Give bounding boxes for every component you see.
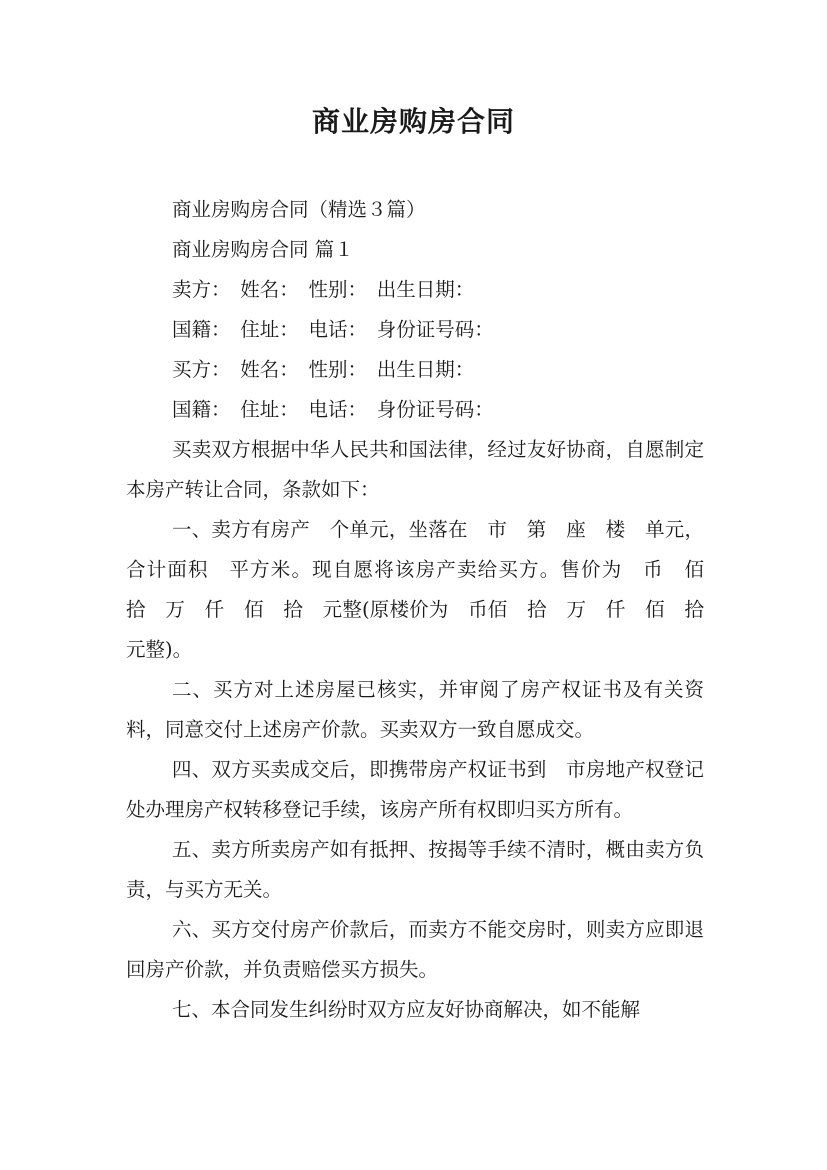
seller-info-line: 卖方： 姓名： 性别： 出生日期： bbox=[172, 278, 475, 301]
clause-6: 六、买方交付房产价款后，而卖方不能交房时，则卖方应即退回房产价款，并负责赔偿买方损失。 bbox=[126, 918, 704, 981]
buyer-info-line: 买方： 姓名： 性别： 出生日期： bbox=[172, 358, 475, 381]
clause-7: 七、本合同发生纠纷时双方应友好协商解决，如不能解 bbox=[172, 998, 641, 1021]
clause-5: 五、卖方所卖房产如有抵押、按揭等手续不清时，概由卖方负责，与买方无关。 bbox=[126, 838, 704, 901]
document-body bbox=[126, 190, 724, 1030]
clause-2: 二、买方对上述房屋已核实，并审阅了房产权证书及有关资料，同意交付上述房产价款。买卖双方一致自愿成交。 bbox=[126, 678, 704, 741]
buyer-info-line-2: 国籍： 住址： 电话： 身份证号码： bbox=[172, 398, 494, 421]
section-heading: 商业房购房合同 篇１ bbox=[172, 238, 354, 261]
intro-paragraph: 买卖双方根据中华人民共和国法律，经过友好协商，自愿制定本房产转让合同，条款如下： bbox=[126, 438, 704, 501]
clause-4: 四、双方买卖成交后，即携带房产权证书到 市房地产权登记处办理房产权转移登记手续，该房产所有权即归买方所有。 bbox=[126, 758, 704, 821]
subtitle-line: 商业房购房合同（精选３篇） bbox=[172, 198, 426, 221]
seller-info-line-2: 国籍： 住址： 电话： 身份证号码： bbox=[172, 318, 494, 341]
clause-1: 一、卖方有房产 个单元，坐落在 市 第 座 楼 单元，合计面积 平方米。现自愿将该房产卖给买方。售价为 币 佰 拾 万 仟 佰 拾 元整(原楼价为 币佰 拾 万 仟 佰 拾 元整)。 bbox=[126, 518, 724, 661]
page-title: 商业房购房合同 bbox=[311, 105, 515, 138]
